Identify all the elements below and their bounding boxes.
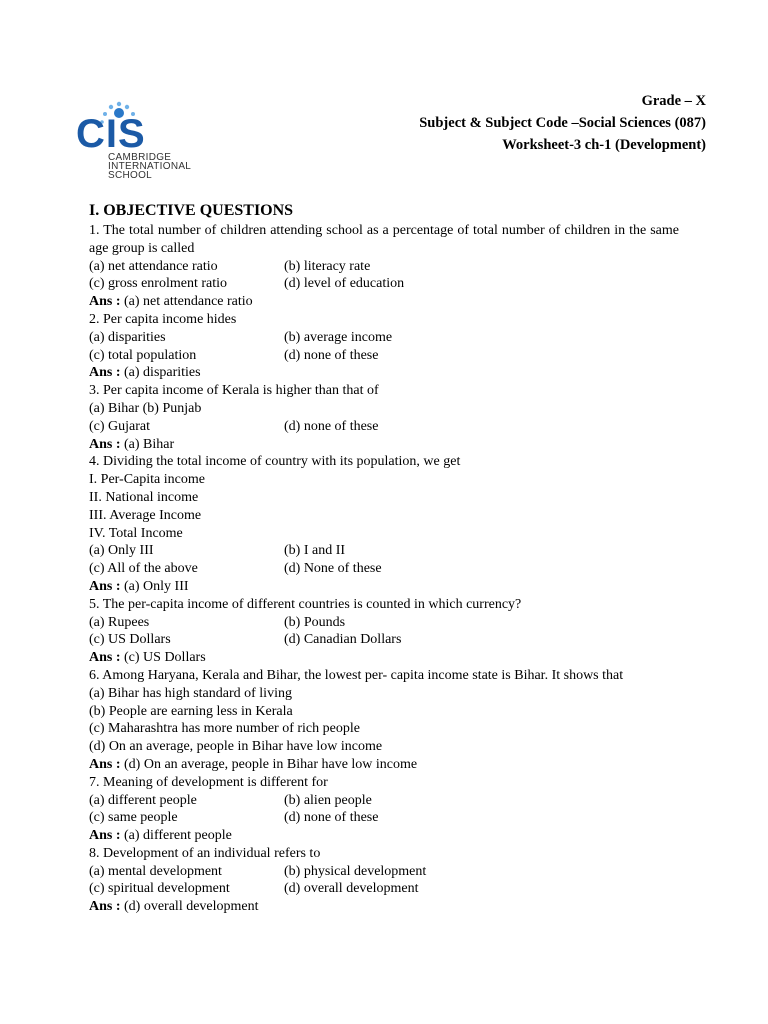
logo-line-1: CAMBRIDGE bbox=[108, 152, 172, 163]
q4-option-b: (b) I and II bbox=[284, 543, 346, 559]
logo-initials: CIS bbox=[76, 112, 146, 156]
q4-option-c: (c) All of the above bbox=[89, 561, 198, 577]
q7-answer-text: (a) different people bbox=[124, 828, 232, 844]
q4-options-row-2 bbox=[89, 560, 679, 578]
q7-options-row-1 bbox=[89, 792, 679, 810]
grade-label: Grade – X bbox=[641, 93, 706, 109]
subject-label: Subject & Subject Code –Social Sciences (087) bbox=[419, 115, 706, 131]
q1-answer-text: (a) net attendance ratio bbox=[124, 294, 253, 310]
q3-options-ab: (a) Bihar (b) Punjab bbox=[89, 400, 202, 416]
q1-option-a: (a) net attendance ratio bbox=[89, 258, 218, 274]
q2-option-c: (c) total population bbox=[89, 347, 197, 363]
answer-label: Ans : bbox=[89, 365, 121, 381]
q3-answer bbox=[89, 436, 679, 454]
q7-option-c: (c) same people bbox=[89, 810, 178, 826]
q4-statement-2: II. National income bbox=[89, 489, 199, 505]
question-5: 5. The per-capita income of different countries is counted in which currency? bbox=[89, 596, 522, 612]
q5-option-b: (b) Pounds bbox=[284, 614, 346, 630]
logo-line-3: SCHOOL bbox=[108, 170, 153, 181]
q2-answer bbox=[89, 364, 679, 382]
q2-options-row-2 bbox=[89, 347, 679, 365]
q8-option-a: (a) mental development bbox=[89, 863, 222, 879]
q6-answer bbox=[89, 756, 679, 774]
q4-statement-3: III. Average Income bbox=[89, 507, 202, 523]
q7-option-a: (a) different people bbox=[89, 792, 197, 808]
q8-answer-text: (d) overall development bbox=[124, 899, 259, 915]
q8-option-d: (d) overall development bbox=[284, 881, 419, 897]
q3-option-d: (d) none of these bbox=[284, 418, 379, 434]
answer-label: Ans : bbox=[89, 578, 121, 594]
q8-option-c: (c) spiritual development bbox=[89, 881, 230, 897]
question-8: 8. Development of an individual refers to bbox=[89, 845, 321, 861]
q2-option-d: (d) none of these bbox=[284, 347, 379, 363]
q5-option-d: (d) Canadian Dollars bbox=[284, 632, 402, 648]
q8-option-b: (b) physical development bbox=[284, 863, 427, 879]
answer-label: Ans : bbox=[89, 828, 121, 844]
q1-option-c: (c) gross enrolment ratio bbox=[89, 276, 228, 292]
q2-option-b: (b) average income bbox=[284, 329, 393, 345]
q6-option-c: (c) Maharashtra has more number of rich people bbox=[89, 721, 360, 737]
q5-options-row-2 bbox=[89, 631, 679, 649]
q4-answer-text: (a) Only III bbox=[124, 578, 189, 594]
q6-option-d: (d) On an average, people in Bihar have low income bbox=[89, 739, 383, 755]
q8-answer bbox=[89, 898, 679, 916]
answer-label: Ans : bbox=[89, 436, 121, 452]
q4-option-d: (d) None of these bbox=[284, 561, 382, 577]
q5-option-c: (c) US Dollars bbox=[89, 632, 171, 648]
q4-answer bbox=[89, 578, 679, 596]
q1-options-row-1 bbox=[89, 258, 679, 276]
q1-options-row-2 bbox=[89, 275, 679, 293]
q3-options-row-2 bbox=[89, 418, 679, 436]
worksheet-header bbox=[419, 90, 706, 156]
q6-option-b: (b) People are earning less in Kerala bbox=[89, 703, 293, 719]
q1-answer bbox=[89, 293, 679, 311]
logo-line-2: INTERNATIONAL bbox=[108, 161, 192, 172]
q8-options-row-2 bbox=[89, 880, 679, 898]
question-1: 1. The total number of children attending school as a percentage of total number of children in the same age group is called bbox=[89, 223, 679, 256]
question-4: 4. Dividing the total income of country with its population, we get bbox=[89, 454, 461, 470]
section-title: I. OBJECTIVE QUESTIONS bbox=[89, 202, 294, 219]
q4-statement-1: I. Per-Capita income bbox=[89, 472, 205, 488]
q5-option-a: (a) Rupees bbox=[89, 614, 150, 630]
q2-answer-text: (a) disparities bbox=[124, 365, 201, 381]
answer-label: Ans : bbox=[89, 899, 121, 915]
school-logo bbox=[74, 100, 224, 182]
q6-option-a: (a) Bihar has high standard of living bbox=[89, 685, 292, 701]
q7-options-row-2 bbox=[89, 809, 679, 827]
worksheet-label: Worksheet-3 ch-1 (Development) bbox=[502, 137, 706, 153]
q5-options-row-1 bbox=[89, 614, 679, 632]
answer-label: Ans : bbox=[89, 756, 121, 772]
q6-answer-text: (d) On an average, people in Bihar have low income bbox=[124, 756, 418, 772]
q1-option-b: (b) literacy rate bbox=[284, 258, 371, 274]
answer-label: Ans : bbox=[89, 650, 121, 666]
answer-label: Ans : bbox=[89, 294, 121, 310]
q5-answer-text: (c) US Dollars bbox=[124, 650, 206, 666]
question-3: 3. Per capita income of Kerala is higher than that of bbox=[89, 383, 379, 399]
q3-answer-text: (a) Bihar bbox=[124, 436, 175, 452]
q3-option-c: (c) Gujarat bbox=[89, 418, 151, 434]
q4-options-row-1 bbox=[89, 542, 679, 560]
q1-option-d: (d) level of education bbox=[284, 276, 405, 292]
q7-option-d: (d) none of these bbox=[284, 810, 379, 826]
q8-options-row-1 bbox=[89, 863, 679, 881]
question-7: 7. Meaning of development is different for bbox=[89, 774, 328, 790]
q5-answer bbox=[89, 649, 679, 667]
question-6: 6. Among Haryana, Kerala and Bihar, the lowest per- capita income state is Bihar. It shows that bbox=[89, 667, 624, 683]
questions-section bbox=[89, 201, 679, 916]
q4-statement-4: IV. Total Income bbox=[89, 525, 183, 541]
q4-option-a: (a) Only III bbox=[89, 543, 154, 559]
q2-options-row-1 bbox=[89, 329, 679, 347]
q2-option-a: (a) disparities bbox=[89, 329, 166, 345]
q7-option-b: (b) alien people bbox=[284, 792, 372, 808]
question-2: 2. Per capita income hides bbox=[89, 311, 237, 327]
q7-answer bbox=[89, 827, 679, 845]
